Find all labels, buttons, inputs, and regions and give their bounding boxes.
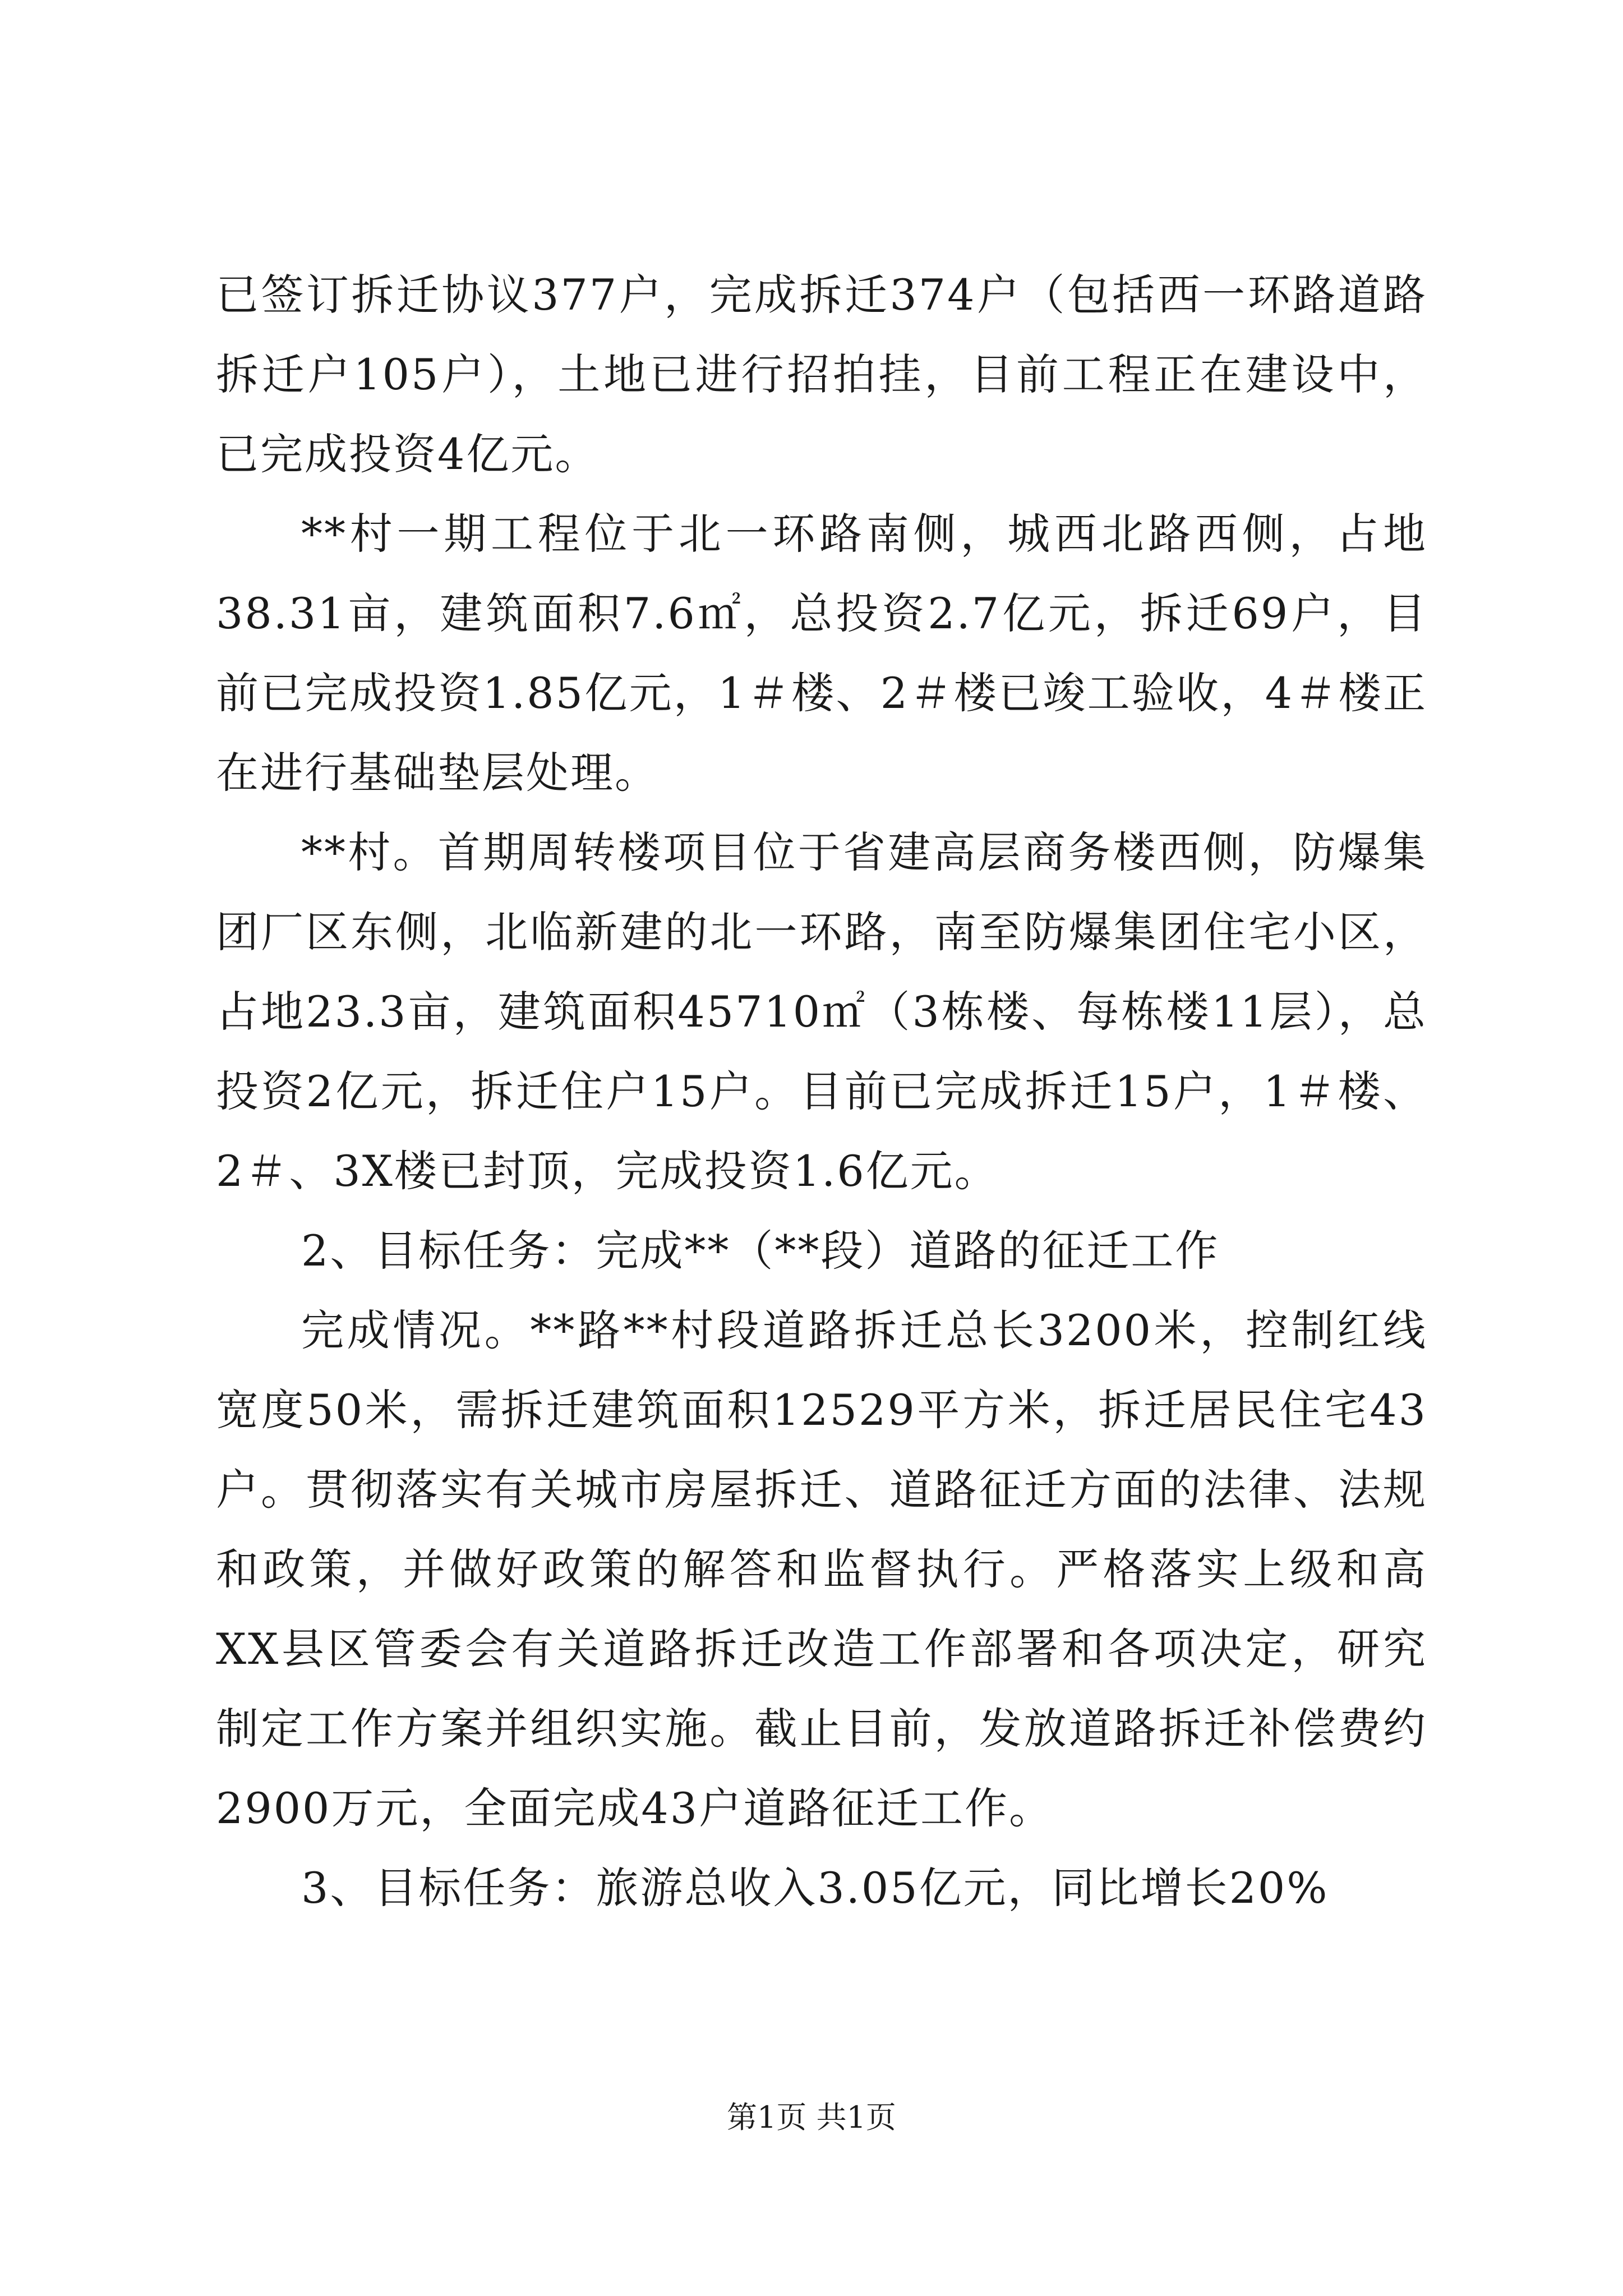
heading-target-task-2: 2、目标任务：完成**（**段）道路的征迁工作 [301,1226,1220,1276]
paragraph-relocation-agreements: 已签订拆迁协议377户，完成拆迁374户（包括西一环路道路拆迁户105户），土地已进行招拍挂，目前工程正在建设中，已完成投资4亿元。 [216,270,1427,479]
paragraph-completion-status: 完成情况。**路**村段道路拆迁总长3200米，控制红线宽度50米，需拆迁建筑面积12529平方米，拆迁居民住宅43户。贯彻落实有关城市房屋拆迁、道路征迁方面的法律、法规和政策，并做好政策的解答和监督执行。严格落实上级和高XX县区管委会有关道路拆迁改造工作部署和各项决定，研究制定工作方案并组织实施。截止目前，发放道路拆迁补偿费约2900万元，全面完成43户道路征迁工作。 [216,1305,1427,1833]
paragraph-turnover-building-project: **村。首期周转楼项目位于省建高层商务楼西侧，防爆集团厂区东侧，北临新建的北一环路，南至防爆集团住宅小区，占地23.3亩，建筑面积45710㎡（3栋楼、每栋楼11层），总投资2亿元，拆迁住户15户。目前已完成拆迁15户，1＃楼、2＃、3X楼已封顶，完成投资1.6亿元。 [216,827,1427,1196]
heading-target-task-3: 3、目标任务：旅游总收入3.05亿元，同比增长20% [301,1863,1329,1913]
document-body [216,255,1427,1928]
paragraph-phase-one-project: **村一期工程位于北一环路南侧，城西北路西侧，占地38.31亩，建筑面积7.6㎡，总投资2.7亿元，拆迁69户，目前已完成投资1.85亿元，1＃楼、2＃楼已竣工验收，4＃楼正在进行基础垫层处理。 [216,509,1427,798]
page-number-footer: 第1页 共1页 [727,2100,896,2135]
